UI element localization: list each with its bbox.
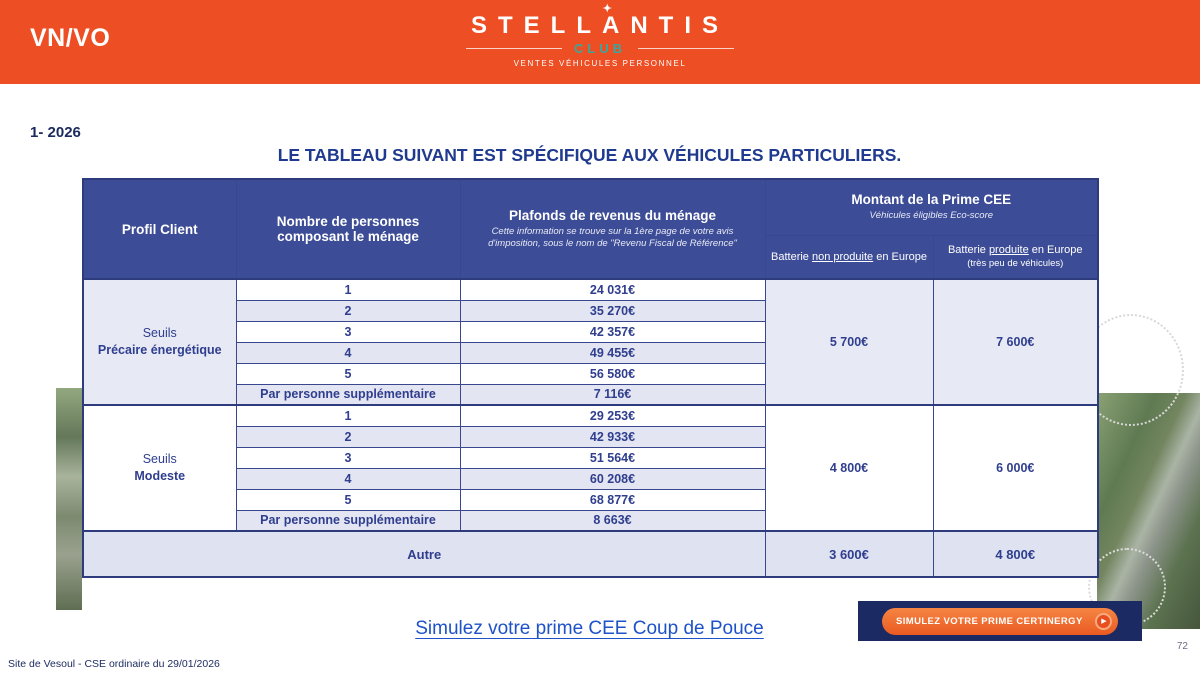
plafond-cell: 68 877€	[460, 489, 765, 510]
batt-text: Batterie	[771, 250, 812, 263]
brand-text: STELLANTIS	[471, 12, 729, 39]
prime-title: Montant de la Prime CEE	[851, 192, 1012, 208]
arrow-right-icon: ▶	[1095, 613, 1112, 630]
plafond-cell: 24 031€	[460, 279, 765, 300]
simulate-prime-certinergy-button[interactable]	[882, 608, 1118, 635]
star-burst-icon: ✦	[602, 3, 612, 15]
prime-produite-cell: 7 600€	[933, 279, 1098, 405]
col-header-personnes: Nombre de personnes composant le ménage	[236, 179, 460, 279]
cta-navy-bar	[858, 601, 1142, 641]
table-row	[83, 405, 1098, 426]
page-title: LE TABLEAU SUIVANT EST SPÉCIFIQUE AUX VÉHICULES PARTICULIERS.	[277, 145, 902, 165]
plafond-cell: 8 663€	[460, 510, 765, 531]
table-row	[83, 279, 1098, 300]
left-photo-strip	[56, 388, 82, 610]
prime-non-produite-cell: 4 800€	[765, 405, 933, 531]
personnes-cell: 3	[236, 447, 460, 468]
col-header-batterie-non-produite	[765, 235, 933, 279]
personnes-cell: Par personne supplémentaire	[236, 510, 460, 531]
profil-line1: Seuils	[142, 452, 177, 467]
batt-text: Batterie	[947, 244, 989, 257]
personnes-cell: 5	[236, 489, 460, 510]
table-row-autre	[83, 531, 1098, 577]
personnes-cell: 1	[236, 279, 460, 300]
plafond-cell: 35 270€	[460, 300, 765, 321]
vnvo-label: VN/VO	[30, 24, 111, 52]
personnes-cell: 4	[236, 342, 460, 363]
col-header-batterie-produite	[933, 235, 1098, 279]
profil-line1: Seuils	[142, 326, 177, 341]
plafond-cell: 60 208€	[460, 468, 765, 489]
prime-produite-cell: 6 000€	[933, 405, 1098, 531]
plafond-cell: 42 933€	[460, 426, 765, 447]
prime-cee-table	[82, 178, 1099, 578]
profil-line2: Modeste	[134, 469, 186, 483]
plafond-cell: 29 253€	[460, 405, 765, 426]
col-header-profil-client: Profil Client	[83, 179, 236, 279]
prime-subtitle: Véhicules éligibles Eco-score	[869, 210, 994, 222]
profil-modeste-cell	[83, 405, 236, 531]
personnes-cell: 1	[236, 405, 460, 426]
personnes-cell: Par personne supplémentaire	[236, 384, 460, 405]
batt-text-underlined: produite	[988, 244, 1029, 257]
top-banner	[0, 0, 1200, 84]
prime-non-produite-cell: 3 600€	[765, 531, 933, 577]
prime-non-produite-cell: 5 700€	[765, 279, 933, 405]
personnes-cell: 3	[236, 321, 460, 342]
personnes-cell: 5	[236, 363, 460, 384]
plafond-cell: 42 357€	[460, 321, 765, 342]
period-label: 1- 2026	[30, 124, 81, 141]
plafonds-note: Cette information se trouve sur la 1ère page de votre avis d'imposition, sous le nom de "Revenu Fiscal de Référence"	[488, 226, 737, 249]
stellantis-wordmark	[471, 3, 729, 40]
batt-text-underlined: non produite	[811, 250, 874, 263]
col-header-prime-cee	[765, 179, 1098, 235]
cta-button-label: SIMULEZ VOTRE PRIME CERTINERGY	[896, 615, 1083, 627]
personnes-cell: 4	[236, 468, 460, 489]
plafond-cell: 7 116€	[460, 384, 765, 405]
page-number: 72	[1176, 641, 1188, 652]
simulate-prime-link[interactable]: Simulez votre prime CEE Coup de Pouce	[415, 618, 764, 639]
plafond-cell: 49 455€	[460, 342, 765, 363]
personnes-cell: 2	[236, 426, 460, 447]
col-header-plafonds	[460, 179, 765, 279]
batt-text: en Europe	[1028, 244, 1083, 257]
batt-text: en Europe	[873, 250, 927, 263]
plafond-cell: 51 564€	[460, 447, 765, 468]
autre-label-cell: Autre	[83, 531, 765, 577]
profil-line2: Précaire énergétique	[97, 343, 222, 357]
club-row	[0, 41, 1200, 56]
plafonds-title: Plafonds de revenus du ménage	[508, 208, 717, 224]
profil-precaire-cell	[83, 279, 236, 405]
plafond-cell: 56 580€	[460, 363, 765, 384]
divider-line	[638, 48, 734, 49]
stellantis-logo	[0, 3, 1200, 68]
personnes-cell: 2	[236, 300, 460, 321]
prime-produite-cell: 4 800€	[933, 531, 1098, 577]
footer-site-label: Site de Vesoul - CSE ordinaire du 29/01/2026	[8, 658, 220, 670]
divider-line	[466, 48, 562, 49]
batt-produite-note: (très peu de véhicules)	[967, 257, 1064, 269]
club-label: CLUB	[573, 41, 627, 56]
banner-subtitle: VENTES VÉHICULES PERSONNEL	[513, 59, 687, 68]
